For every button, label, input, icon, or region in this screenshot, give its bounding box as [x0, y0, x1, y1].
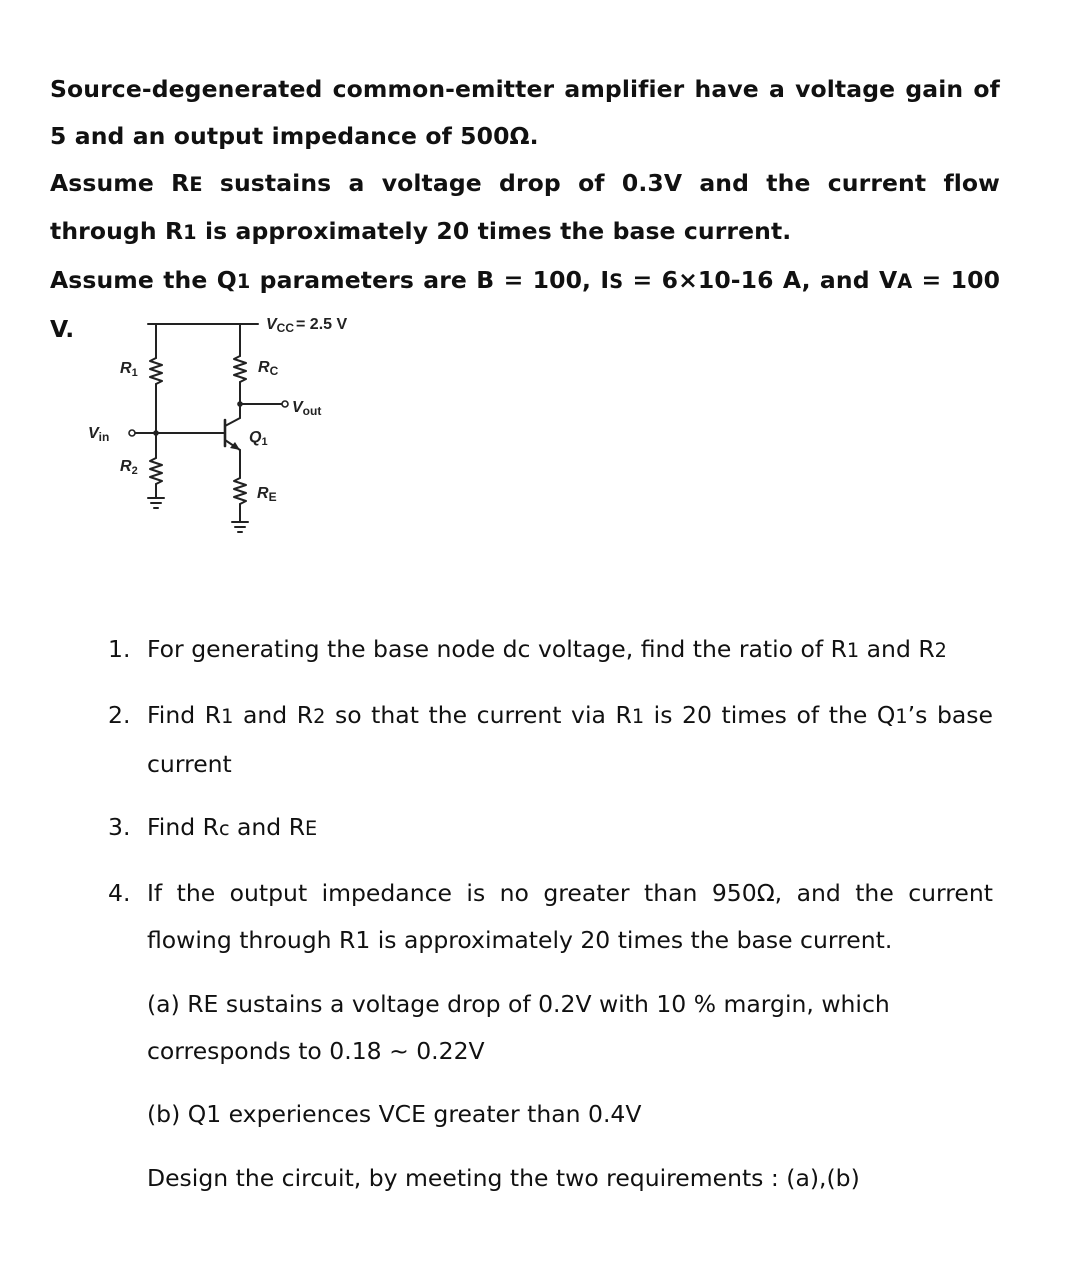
q1-mid: and R — [859, 635, 935, 663]
vin-label: Vin — [88, 425, 110, 444]
intro-2-pre: Assume — [50, 168, 172, 197]
rc-resistor-icon — [234, 356, 246, 382]
vout-terminal — [282, 401, 288, 407]
intro-line-2 — [50, 160, 1000, 258]
question-4 — [108, 870, 993, 1202]
q2-sub4: 1 — [895, 704, 908, 728]
intro-3-i: I — [600, 266, 610, 295]
r1-label: R1 — [120, 360, 138, 379]
re-resistor-icon — [234, 478, 246, 504]
junction-dot-base — [153, 430, 159, 436]
intro-3-asub: A — [897, 270, 913, 294]
q1-label: Q1 — [249, 429, 268, 448]
circuit-diagram — [80, 300, 380, 560]
intro-3-mid1: parameters are B = 100, — [250, 266, 601, 295]
intro-2-r: R — [171, 168, 190, 197]
intro-3-v: V — [878, 266, 898, 295]
question-2-number: 2. — [108, 700, 131, 729]
subitem-a: (a) RE sustains a voltage drop of 0.2V with 10 % margin, which corresponds to 0.18 ~ 0.22V — [147, 989, 890, 1065]
vcc-label: VCC = 2.5 V — [266, 316, 348, 335]
intro-line-1 — [50, 66, 1000, 160]
intro-2-post: is approximately 20 times the base current. — [196, 217, 792, 246]
intro-2-mid: sustains a voltage drop of 0.3V and the current flow through — [50, 168, 1000, 246]
question-1 — [108, 626, 993, 675]
q2-mid: and R — [233, 700, 314, 729]
q2-sub1: 1 — [221, 704, 234, 728]
question-3 — [108, 804, 993, 853]
r2-label: R2 — [120, 458, 138, 477]
q2-pre: Find R — [147, 700, 222, 729]
intro-3-q: Q — [216, 266, 237, 295]
intro-3-post: = 100 V. — [50, 266, 1001, 343]
q1-collector — [225, 418, 240, 426]
q1-pre: For generating the base node dc voltage, find the ratio of R — [147, 635, 847, 663]
question-2 — [108, 692, 993, 788]
q3-sub1: c — [218, 817, 230, 841]
q3-sub2: E — [305, 817, 318, 841]
q2-mid2: so that the current via R — [325, 700, 632, 729]
r1-resistor-icon — [150, 358, 162, 384]
intro-2-1sub: 1 — [183, 221, 197, 245]
intro-3-pre: Assume the — [50, 266, 217, 295]
intro-2-esub: E — [189, 172, 203, 196]
q2-post: ’s base current — [147, 700, 994, 778]
question-4-text: If the output impedance is no greater than 950Ω, and the current flowing through R1 is approximately 20 times the base current. — [147, 879, 993, 954]
intro-3-1sub: 1 — [236, 270, 251, 294]
intro-2-r1: R — [164, 217, 184, 246]
question-3-number: 3. — [108, 813, 131, 842]
rc-label: RC — [258, 359, 279, 378]
design-instruction: Design the circuit, by meeting the two requirements : (a),(b) — [147, 1164, 860, 1193]
q2-sub2: 2 — [313, 704, 326, 728]
question-1-number: 1. — [108, 635, 131, 663]
q2-sub3: 1 — [631, 704, 645, 728]
vin-terminal — [129, 430, 135, 436]
r2-resistor-icon — [150, 458, 162, 484]
question-1-text — [147, 626, 993, 675]
q3-pre: Find R — [147, 813, 219, 842]
question-3-text — [147, 804, 993, 853]
q3-mid: and R — [229, 813, 306, 842]
subitem-b: (b) Q1 experiences VCE greater than 0.4V — [147, 1100, 642, 1129]
question-2-text — [147, 692, 993, 788]
intro-3-mid2: = 6×10-16 A, and — [623, 266, 879, 295]
junction-dot-collector — [237, 401, 243, 407]
q2-mid3: is 20 times of the Q — [644, 700, 896, 729]
intro-text-1: Source-degenerated common-emitter amplifier have a voltage gain of 5 and an output impedance of 500Ω. — [50, 75, 1000, 150]
vout-label: Vout — [292, 399, 322, 418]
intro-3-ssub: S — [609, 270, 624, 294]
question-4-number: 4. — [108, 879, 131, 908]
q1-sub1: 1 — [846, 639, 860, 662]
q1-sub2: 2 — [934, 639, 947, 662]
re-label: RE — [257, 485, 277, 504]
question-list — [108, 626, 993, 1202]
